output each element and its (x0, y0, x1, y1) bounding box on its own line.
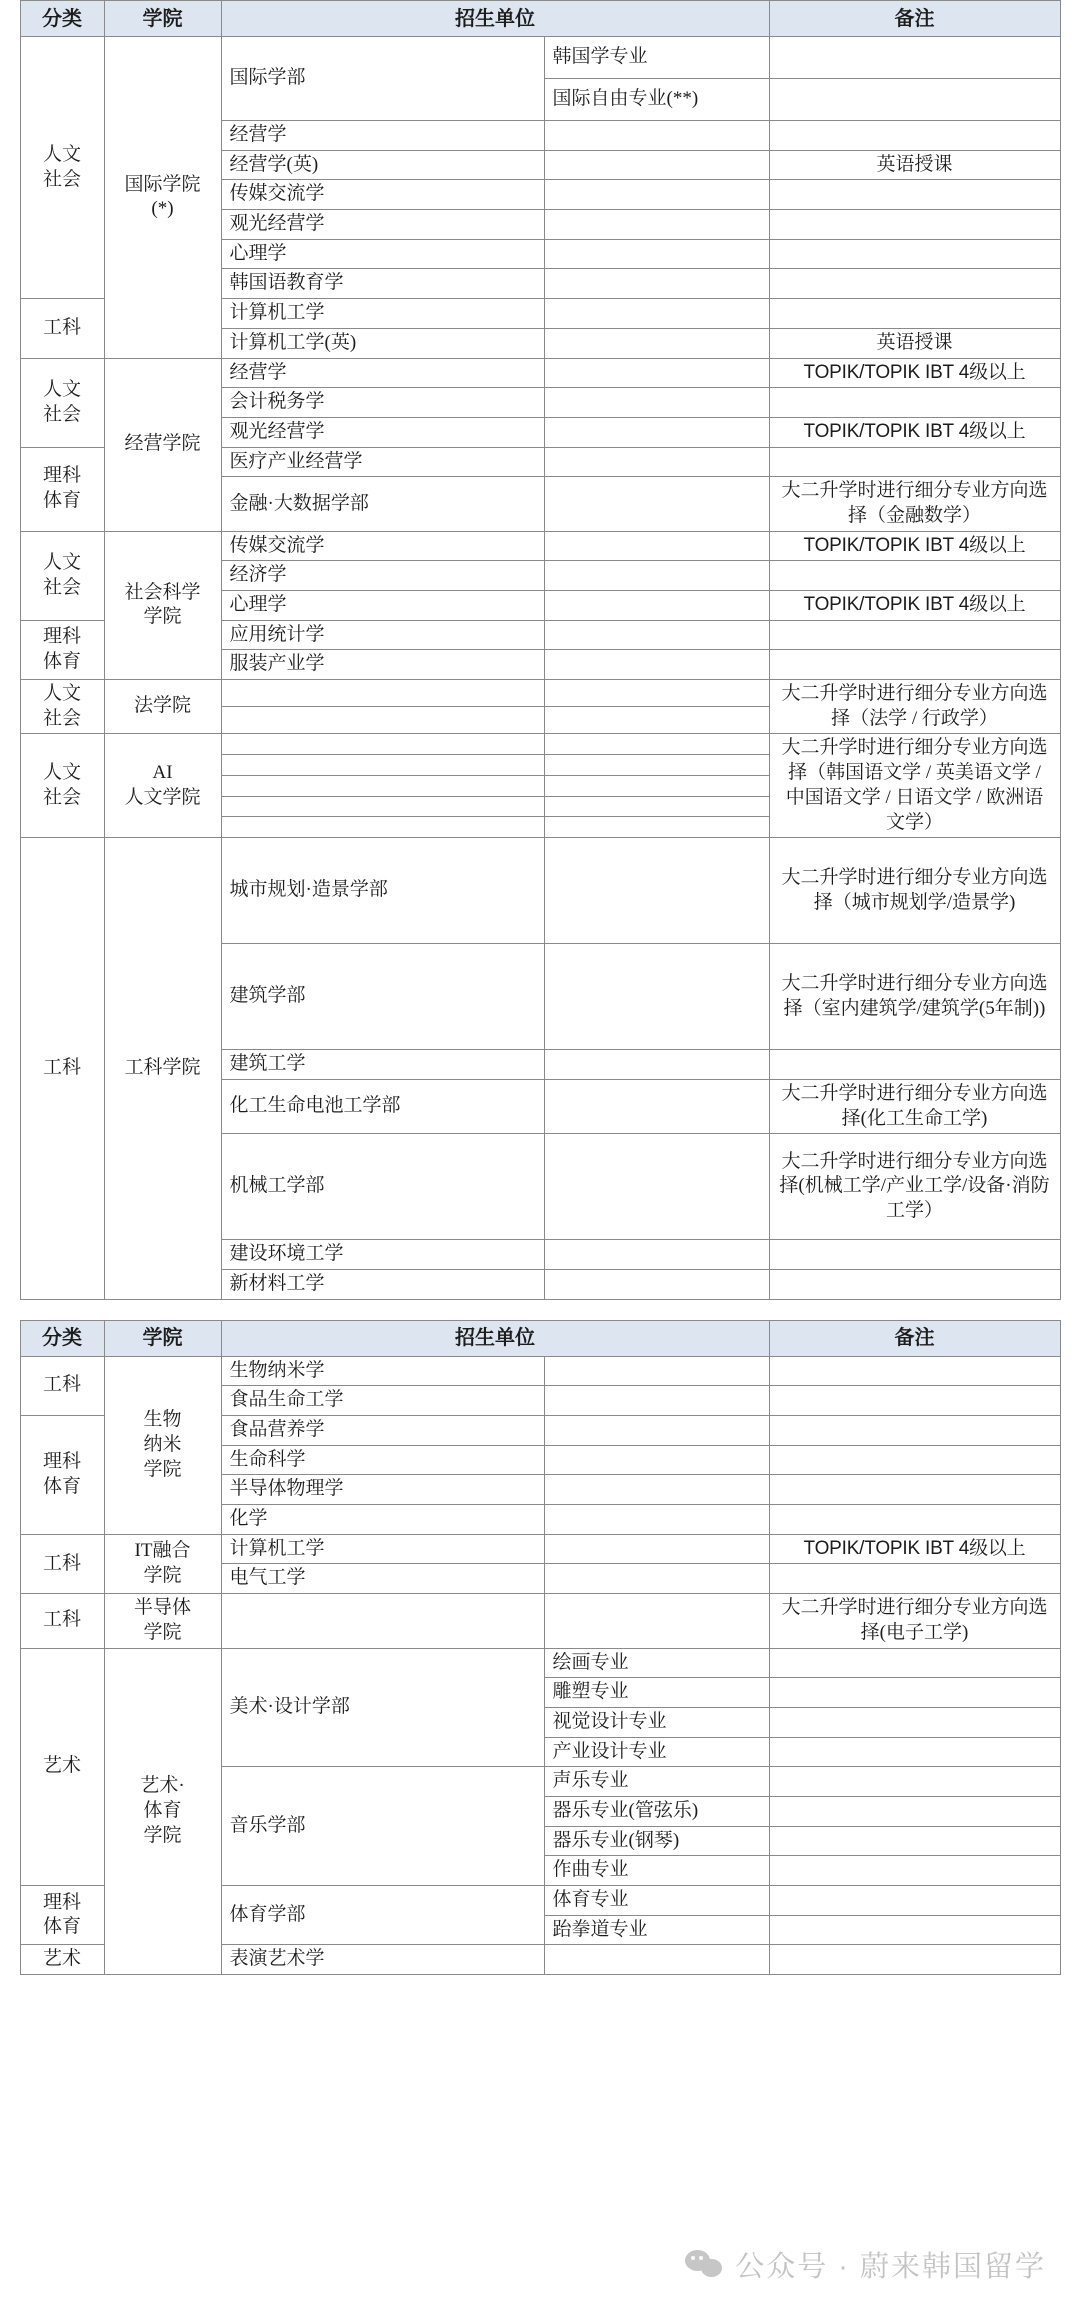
note-cell (769, 1915, 1060, 1945)
note-cell (769, 79, 1060, 121)
table-gap (0, 1300, 1080, 1320)
major-cell: 产业设计专业 (544, 1737, 769, 1767)
unit-cell: 传媒交流学 (221, 531, 544, 561)
note-cell (769, 1269, 1060, 1299)
unit-cell: 化学 (221, 1505, 544, 1535)
college-cell: 法学院 (104, 680, 221, 734)
note-cell: TOPIK/TOPIK IBT 4级以上 (769, 358, 1060, 388)
unit-cell: 城市规划·造景学部 (221, 838, 544, 944)
major-cell (544, 417, 769, 447)
unit-cell: 美术·设计学部 (221, 1648, 544, 1767)
unit-cell: 金融·大数据学部 (221, 477, 544, 531)
major-cell (544, 591, 769, 621)
major-cell (544, 1564, 769, 1594)
note-cell: 英语授课 (769, 328, 1060, 358)
note-cell: TOPIK/TOPIK IBT 4级以上 (769, 1534, 1060, 1564)
major-cell: 作曲专业 (544, 1856, 769, 1886)
note-cell (769, 1648, 1060, 1678)
table-row (20, 734, 1060, 755)
major-cell (544, 269, 769, 299)
note-cell: 大二升学时进行细分专业方向选择（城市规划学/造景学) (769, 838, 1060, 944)
note-cell (769, 1796, 1060, 1826)
category-cell: 理科 体育 (20, 1416, 104, 1535)
unit-cell: 医疗产业经营学 (221, 447, 544, 477)
note-cell (769, 1945, 1060, 1975)
unit-cell: 计算机工学(英) (221, 328, 544, 358)
unit-cell: 观光经营学 (221, 417, 544, 447)
unit-cell (221, 734, 544, 755)
major-cell (544, 1445, 769, 1475)
table-row (20, 1534, 1060, 1564)
note-cell (769, 1886, 1060, 1916)
header-category: 分类 (20, 1320, 104, 1356)
major-cell (544, 707, 769, 734)
watermark-text: 公众号 · 蔚来韩国留学 (735, 2251, 1046, 2283)
table-header-row (20, 1320, 1060, 1356)
major-cell (544, 1356, 769, 1386)
admissions-table-part2 (20, 1320, 1061, 1975)
major-cell (544, 944, 769, 1050)
unit-cell: 韩国语教育学 (221, 269, 544, 299)
major-cell (544, 180, 769, 210)
header-category: 分类 (20, 1, 104, 37)
header-note: 备注 (769, 1320, 1060, 1356)
major-cell (544, 1534, 769, 1564)
note-cell (769, 388, 1060, 418)
unit-cell: 观光经营学 (221, 210, 544, 240)
header-unit: 招生单位 (221, 1, 769, 37)
unit-cell: 音乐学部 (221, 1767, 544, 1886)
unit-cell: 建筑工学 (221, 1050, 544, 1080)
major-cell: 视觉设计专业 (544, 1707, 769, 1737)
unit-cell: 建设环境工学 (221, 1240, 544, 1270)
note-cell (769, 1826, 1060, 1856)
note-cell (769, 1678, 1060, 1708)
note-cell: 英语授课 (769, 150, 1060, 180)
college-cell: 经营学院 (104, 358, 221, 531)
college-cell: 社会科学 学院 (104, 531, 221, 679)
note-cell (769, 239, 1060, 269)
major-cell: 跆拳道专业 (544, 1915, 769, 1945)
unit-cell: 体育学部 (221, 1886, 544, 1945)
category-cell: 工科 (20, 838, 104, 1299)
major-cell (544, 620, 769, 650)
college-cell: 艺术· 体育 学院 (104, 1648, 221, 1975)
unit-cell: 食品生命工学 (221, 1386, 544, 1416)
note-cell (769, 1475, 1060, 1505)
major-cell (544, 1079, 769, 1133)
college-cell: IT融合 学院 (104, 1534, 221, 1593)
category-cell: 理科 体育 (20, 1886, 104, 1945)
unit-cell: 化工生命电池工学部 (221, 1079, 544, 1133)
header-college: 学院 (104, 1320, 221, 1356)
category-cell: 理科 体育 (20, 447, 104, 531)
category-cell: 艺术 (20, 1648, 104, 1886)
major-cell: 器乐专业(钢琴) (544, 1826, 769, 1856)
unit-cell: 服装产业学 (221, 650, 544, 680)
unit-cell (221, 775, 544, 796)
unit-cell: 电气工学 (221, 1564, 544, 1594)
unit-cell (221, 796, 544, 817)
college-cell: 生物 纳米 学院 (104, 1356, 221, 1534)
category-cell: 人文 社会 (20, 531, 104, 620)
category-cell: 理科 体育 (20, 620, 104, 679)
note-cell: TOPIK/TOPIK IBT 4级以上 (769, 591, 1060, 621)
note-cell (769, 37, 1060, 79)
note-cell: 大二升学时进行细分专业方向选择(化工生命工学) (769, 1079, 1060, 1133)
major-cell: 器乐专业(管弦乐) (544, 1796, 769, 1826)
major-cell (544, 121, 769, 151)
major-cell (544, 328, 769, 358)
major-cell (544, 1269, 769, 1299)
note-cell (769, 1240, 1060, 1270)
unit-cell: 经营学 (221, 121, 544, 151)
major-cell (544, 447, 769, 477)
table-row (20, 1594, 1060, 1648)
unit-cell: 食品营养学 (221, 1416, 544, 1446)
note-cell (769, 620, 1060, 650)
major-cell (544, 817, 769, 838)
major-cell (544, 734, 769, 755)
unit-cell: 计算机工学 (221, 299, 544, 329)
unit-cell: 心理学 (221, 239, 544, 269)
note-cell: TOPIK/TOPIK IBT 4级以上 (769, 531, 1060, 561)
category-cell: 人文 社会 (20, 680, 104, 734)
major-cell (544, 239, 769, 269)
unit-cell: 经济学 (221, 561, 544, 591)
category-cell: 工科 (20, 1594, 104, 1648)
major-cell (544, 775, 769, 796)
major-cell (544, 210, 769, 240)
note-cell (769, 210, 1060, 240)
table-row (20, 37, 1060, 79)
table-row (20, 531, 1060, 561)
header-unit: 招生单位 (221, 1320, 769, 1356)
table-row (20, 838, 1060, 944)
major-cell (544, 1416, 769, 1446)
unit-cell: 传媒交流学 (221, 180, 544, 210)
major-cell (544, 755, 769, 776)
major-cell (544, 1240, 769, 1270)
note-cell (769, 1505, 1060, 1535)
major-cell (544, 561, 769, 591)
watermark (685, 2244, 1046, 2285)
major-cell (544, 1050, 769, 1080)
major-cell (544, 1134, 769, 1240)
college-cell: 工科学院 (104, 838, 221, 1299)
unit-cell: 经营学(英) (221, 150, 544, 180)
major-cell (544, 650, 769, 680)
major-cell (544, 358, 769, 388)
category-cell: 人文 社会 (20, 37, 104, 299)
major-cell (544, 1945, 769, 1975)
category-cell: 人文 社会 (20, 734, 104, 838)
note-cell: 大二升学时进行细分专业方向选择（室内建筑学/建筑学(5年制)) (769, 944, 1060, 1050)
note-cell (769, 1445, 1060, 1475)
note-cell: 大二升学时进行细分专业方向选择(机械工学/产业工学/设备·消防工学） (769, 1134, 1060, 1240)
wechat-icon (685, 2250, 725, 2280)
major-cell (544, 150, 769, 180)
note-cell (769, 1386, 1060, 1416)
major-cell (544, 838, 769, 944)
unit-cell: 生命科学 (221, 1445, 544, 1475)
unit-cell: 经营学 (221, 358, 544, 388)
major-cell (544, 477, 769, 531)
admissions-table-part1 (20, 0, 1061, 1300)
major-cell (544, 531, 769, 561)
note-cell (769, 121, 1060, 151)
note-cell (769, 1050, 1060, 1080)
note-cell: 大二升学时进行细分专业方向选择（金融数学） (769, 477, 1060, 531)
note-cell (769, 650, 1060, 680)
unit-cell (221, 680, 544, 707)
major-cell: 声乐专业 (544, 1767, 769, 1797)
note-cell (769, 1707, 1060, 1737)
unit-cell: 机械工学部 (221, 1134, 544, 1240)
unit-cell: 生物纳米学 (221, 1356, 544, 1386)
table-row (20, 680, 1060, 707)
note-cell (769, 299, 1060, 329)
unit-cell: 建筑学部 (221, 944, 544, 1050)
table-row (20, 1356, 1060, 1386)
note-cell: 大二升学时进行细分专业方向选择(电子工学) (769, 1594, 1060, 1648)
note-cell: 大二升学时进行细分专业方向选择（法学 / 行政学） (769, 680, 1060, 734)
major-cell (544, 1386, 769, 1416)
unit-cell: 国际学部 (221, 37, 544, 121)
major-cell (544, 1475, 769, 1505)
note-cell (769, 269, 1060, 299)
header-college: 学院 (104, 1, 221, 37)
note-cell (769, 180, 1060, 210)
major-cell: 体育专业 (544, 1886, 769, 1916)
category-cell: 艺术 (20, 1945, 104, 1975)
note-cell (769, 1767, 1060, 1797)
note-cell (769, 561, 1060, 591)
unit-cell (221, 755, 544, 776)
note-cell (769, 1356, 1060, 1386)
major-cell (544, 796, 769, 817)
category-cell: 工科 (20, 1356, 104, 1415)
note-cell (769, 1564, 1060, 1594)
category-cell: 工科 (20, 299, 104, 358)
unit-cell: 应用统计学 (221, 620, 544, 650)
category-cell: 人文 社会 (20, 358, 104, 447)
note-cell (769, 1737, 1060, 1767)
table-row (20, 1648, 1060, 1678)
unit-cell (221, 1594, 544, 1648)
header-note: 备注 (769, 1, 1060, 37)
major-cell: 国际自由专业(**) (544, 79, 769, 121)
major-cell: 绘画专业 (544, 1648, 769, 1678)
table-row (20, 358, 1060, 388)
unit-cell: 表演艺术学 (221, 1945, 544, 1975)
note-cell (769, 447, 1060, 477)
unit-cell (221, 817, 544, 838)
unit-cell (221, 707, 544, 734)
college-cell: 半导体 学院 (104, 1594, 221, 1648)
unit-cell: 计算机工学 (221, 1534, 544, 1564)
major-cell (544, 680, 769, 707)
unit-cell: 半导体物理学 (221, 1475, 544, 1505)
major-cell (544, 388, 769, 418)
major-cell: 雕塑专业 (544, 1678, 769, 1708)
unit-cell: 新材料工学 (221, 1269, 544, 1299)
major-cell (544, 1594, 769, 1648)
major-cell (544, 1505, 769, 1535)
unit-cell: 会计税务学 (221, 388, 544, 418)
note-cell: TOPIK/TOPIK IBT 4级以上 (769, 417, 1060, 447)
table-header-row (20, 1, 1060, 37)
college-cell: 国际学院 (*) (104, 37, 221, 359)
college-cell: AI 人文学院 (104, 734, 221, 838)
note-cell: 大二升学时进行细分专业方向选择（韩国语文学 / 英美语文学 / 中国语文学 / 日语文学 / 欧洲语文学） (769, 734, 1060, 838)
unit-cell: 心理学 (221, 591, 544, 621)
category-cell: 工科 (20, 1534, 104, 1593)
note-cell (769, 1416, 1060, 1446)
major-cell (544, 299, 769, 329)
major-cell: 韩国学专业 (544, 37, 769, 79)
note-cell (769, 1856, 1060, 1886)
